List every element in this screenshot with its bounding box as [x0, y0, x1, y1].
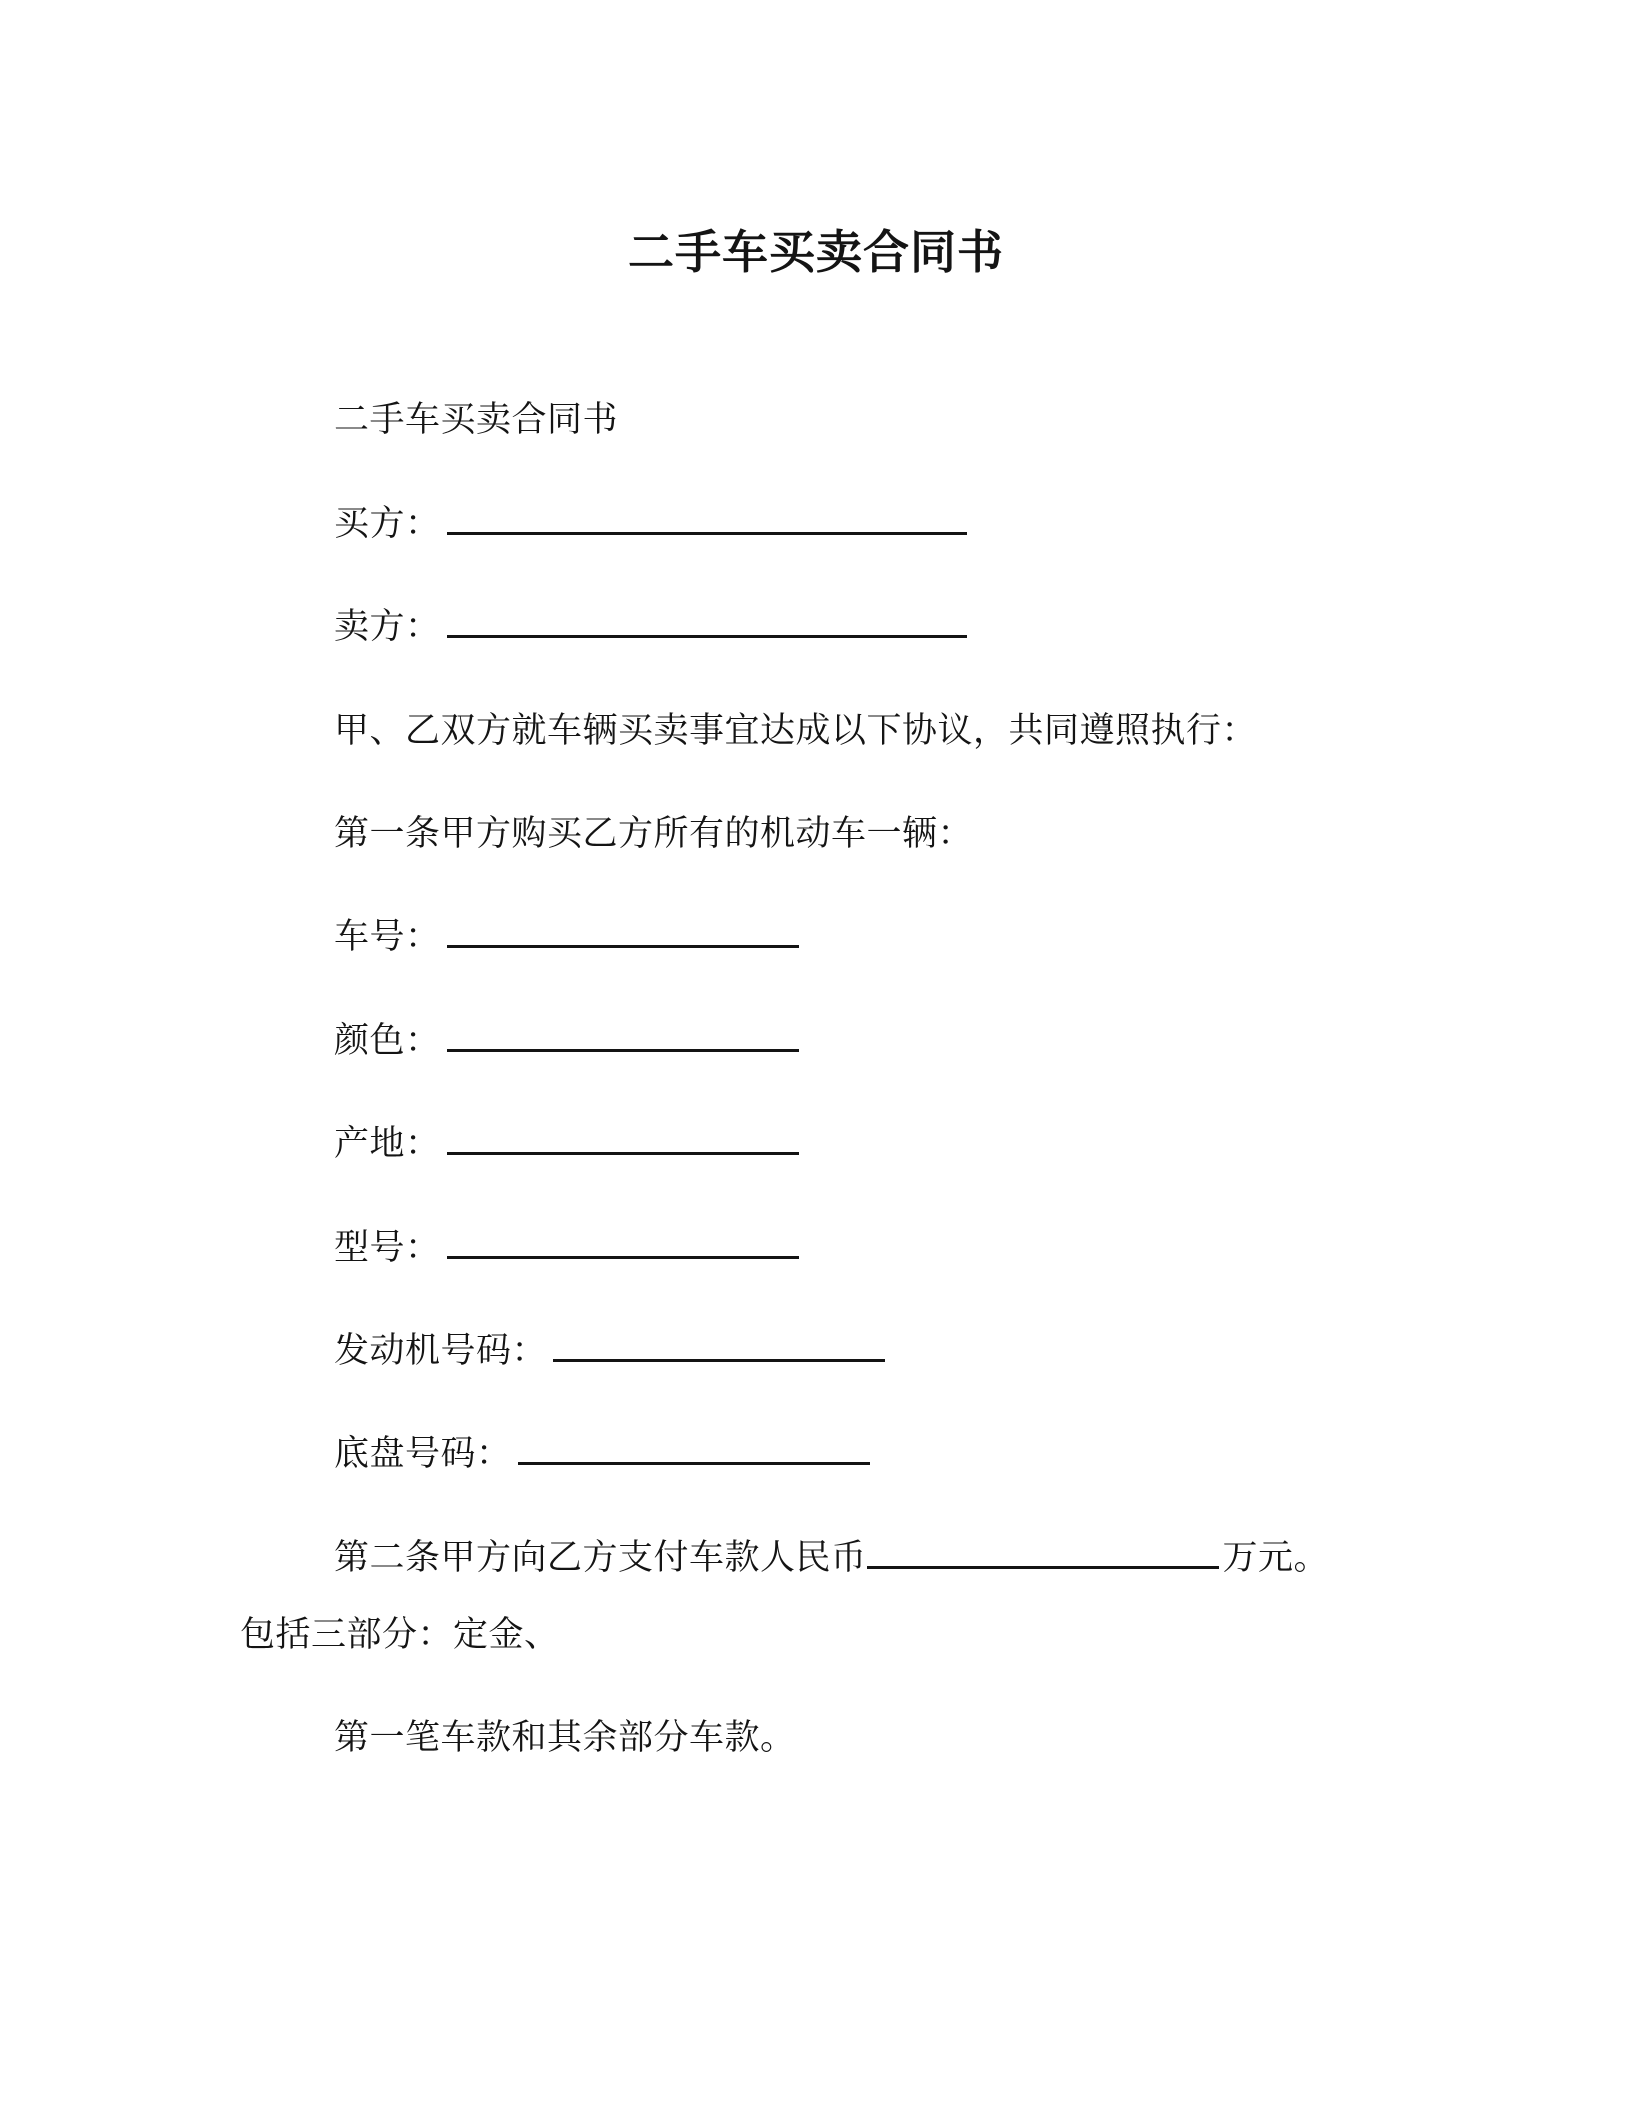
model-label: 型号：: [334, 1228, 441, 1268]
amount-blank: [867, 1536, 1219, 1569]
buyer-line: [334, 500, 967, 548]
plate-line: [334, 913, 799, 961]
document-subtitle: 二手车买卖合同书: [334, 400, 619, 440]
seller-line: [334, 603, 967, 651]
seller-label: 卖方：: [334, 607, 441, 647]
seller-blank: [447, 605, 967, 638]
color-blank: [447, 1019, 799, 1052]
model-blank: [447, 1226, 799, 1259]
article-2-line: [334, 1534, 1329, 1582]
document-title: 二手车买卖合同书: [628, 225, 1004, 279]
article-2-text: 第二条甲方向乙方支付车款人民币: [334, 1538, 867, 1578]
buyer-blank: [447, 502, 967, 535]
amount-unit: 万元。: [1222, 1538, 1330, 1578]
chassis-blank: [518, 1432, 870, 1465]
buyer-label: 买方：: [334, 504, 441, 544]
article-2-closing: 第一笔车款和其余部分车款。: [334, 1718, 796, 1758]
origin-label: 产地：: [334, 1124, 441, 1164]
intro-paragraph: 甲、乙双方就车辆买卖事宜达成以下协议，共同遵照执行：: [334, 711, 1258, 751]
model-line: [334, 1224, 799, 1272]
plate-blank: [447, 915, 799, 948]
color-label: 颜色：: [334, 1021, 441, 1061]
color-line: [334, 1017, 799, 1065]
origin-blank: [447, 1122, 799, 1155]
article-2-continuation: 包括三部分：定金、: [240, 1615, 560, 1655]
chassis-label: 底盘号码：: [334, 1434, 512, 1474]
article-1-heading: 第一条甲方购买乙方所有的机动车一辆：: [334, 814, 974, 854]
engine-line: [334, 1327, 885, 1375]
engine-label: 发动机号码：: [334, 1331, 548, 1371]
engine-blank: [553, 1329, 885, 1362]
chassis-line: [334, 1430, 870, 1478]
plate-label: 车号：: [334, 917, 441, 957]
origin-line: [334, 1120, 799, 1168]
